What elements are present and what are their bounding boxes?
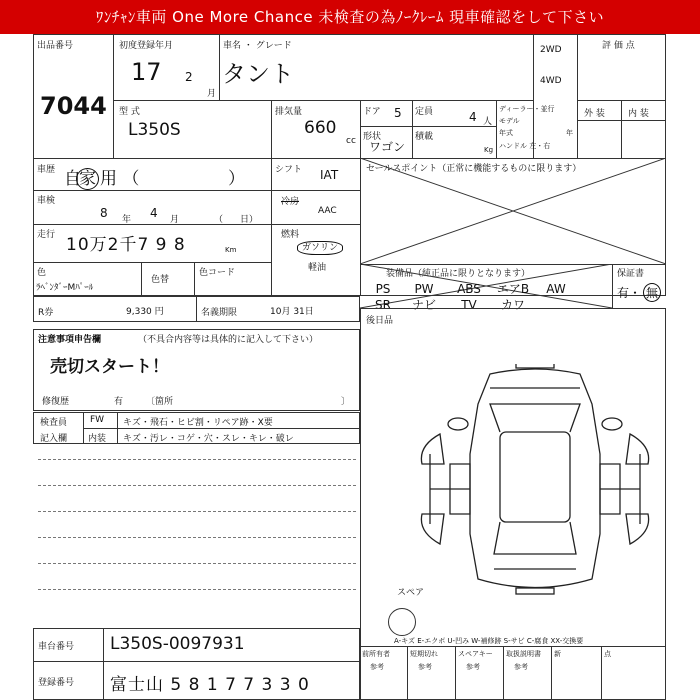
- capacity-value: 4: [469, 110, 477, 124]
- ac-label: 冷房: [281, 197, 300, 207]
- bottom-box: [456, 646, 504, 700]
- fuel-label: 燃料: [281, 230, 300, 240]
- spare-label: スペア: [397, 588, 425, 598]
- mileage-label: 走行: [37, 230, 56, 240]
- back-seat-label: 後日品: [366, 316, 394, 326]
- shift-label: シフト: [275, 165, 303, 175]
- bottom-box-label: 取扱説明書: [506, 650, 541, 658]
- history-label: 車歴: [37, 165, 56, 175]
- shift-value: IAT: [320, 168, 339, 182]
- spare-tire-icon: [388, 608, 416, 636]
- score-interior-label: 内 装: [628, 109, 649, 119]
- bottom-box-sub: 参考: [370, 663, 384, 671]
- mileage-unit: Km: [225, 246, 237, 254]
- inspection-day-unit: 日）: [240, 215, 259, 225]
- door-label: ドア: [363, 107, 381, 117]
- model-label: 型 式: [119, 107, 140, 117]
- ac-value: AAC: [318, 206, 337, 216]
- capacity-label: 定員: [415, 107, 434, 117]
- recycle-label: R券: [38, 308, 54, 318]
- inspector-in-desc: キズ・汚レ・コゲ・穴・スレ・キレ・破レ: [123, 434, 294, 444]
- chassis-number: L350S-0097931: [110, 634, 245, 654]
- lot-number: 7044: [40, 92, 107, 120]
- plate-number: 富士山 5 8 1 7 7 3 3 0: [110, 675, 310, 695]
- bottom-box-label: 前所有者: [362, 650, 390, 658]
- inspection-label: 車検: [37, 196, 56, 206]
- bottom-box: [360, 646, 408, 700]
- notes-sub: （不具合内容等は具体的に記入して下さい）: [138, 335, 319, 345]
- equipment-item: ABS: [457, 282, 481, 296]
- repair-close: 〕: [341, 397, 351, 407]
- load-label: 積載: [415, 132, 434, 142]
- sales-point-cross: [360, 158, 666, 264]
- inspection-day-open: （: [214, 215, 224, 225]
- bottom-boxes: [360, 646, 666, 700]
- car-diagram: [420, 364, 650, 604]
- door-count: 5: [394, 106, 402, 120]
- bottom-box: [602, 646, 666, 700]
- chassis-label: 車台番号: [38, 642, 75, 652]
- registration-label: 初度登録年月: [119, 41, 174, 51]
- equipment-label: 装備品（純正品に限りとなります）: [386, 269, 531, 279]
- equipment-item: TV: [461, 298, 477, 312]
- warranty-circled: 無: [643, 283, 661, 302]
- inspector-fw: FW: [90, 415, 105, 425]
- color-label: 色: [37, 268, 47, 278]
- history-suffix: 用 （: [100, 169, 140, 189]
- drive-2wd: 2WD: [540, 45, 562, 55]
- sales-point-label: セールスポイント（正常に機能するものに限ります）: [366, 164, 582, 174]
- transfer-value: 10月 31日: [270, 307, 314, 317]
- model-year-unit: 年: [566, 129, 573, 137]
- equipment-item: エアB: [496, 282, 530, 296]
- repair-label: 修復歴: [42, 397, 70, 407]
- bottom-box-label: スペアキー: [458, 650, 493, 658]
- inspection-year-unit: 年: [122, 215, 132, 225]
- color-change: 色替: [151, 275, 170, 285]
- bottom-box-sub: 参考: [418, 663, 432, 671]
- registration-month: 2: [185, 70, 193, 84]
- notes-text: 売切スタート！: [50, 357, 169, 377]
- drive-4wd: 4WD: [540, 76, 562, 86]
- dealer-label: ディーラー・並行: [499, 105, 555, 113]
- equipment-item: SR: [375, 298, 391, 312]
- displacement-value: 660: [304, 118, 337, 138]
- inspector-in: 内装: [88, 434, 107, 444]
- color-value: ﾗﾍﾞﾝﾀﾞｰMﾊﾟｰﾙ: [36, 283, 94, 293]
- equipment-item: AW: [546, 282, 566, 296]
- repair-place: 〔箇所: [146, 397, 174, 407]
- repair-value: 有: [114, 397, 124, 407]
- inspection-year: 8: [100, 206, 108, 220]
- history-circled: 家: [76, 168, 99, 190]
- shape-value: ワゴン: [369, 140, 406, 154]
- warning-banner: ﾜﾝﾁｬﾝ車両 One More Chance 未検査の為ﾉｰｸﾚｰﾑ 現車確認をして下さい: [0, 0, 700, 34]
- bottom-box-label: 短期切れ: [410, 650, 438, 658]
- fuel-value: [297, 240, 343, 253]
- bottom-box-label: 点: [604, 650, 611, 658]
- inspector-label-2: 記入欄: [40, 434, 68, 444]
- inspector-label-1: 検査員: [40, 418, 68, 428]
- damage-legend: A-キズ E-エクボ U-凹み W-補修跡 S-サビ C-腐食 XX-交換要: [394, 637, 584, 645]
- fuel-alt: 軽油: [308, 263, 327, 273]
- lot-label: 出品番号: [37, 41, 74, 51]
- shape-label: 形状: [363, 132, 382, 142]
- notes-label: 注意事項申告欄: [38, 335, 102, 345]
- inspection-month: 4: [150, 206, 158, 220]
- bottom-box-sub: 参考: [466, 663, 480, 671]
- fuel-circled: ガソリン: [297, 241, 343, 255]
- equipment-item: カワ: [500, 298, 525, 312]
- bottom-box-label: 新: [554, 650, 561, 658]
- recycle-value: 9,330 円: [126, 307, 164, 317]
- model-code: L350S: [128, 120, 181, 140]
- score-exterior-label: 外 装: [584, 109, 605, 119]
- model-year-label: 年式: [499, 129, 513, 137]
- capacity-unit: 人: [483, 117, 493, 127]
- registration-month-unit: 月: [207, 89, 217, 99]
- registration-year: 17: [131, 58, 162, 86]
- displacement-label: 排気量: [275, 107, 303, 117]
- displacement-unit: cc: [346, 136, 356, 146]
- load-unit: Kg: [484, 146, 494, 154]
- model-year-model: モデル: [499, 117, 520, 125]
- warranty-yes: 有・: [617, 286, 642, 300]
- plate-label: 登録番号: [38, 678, 75, 688]
- transfer-label: 名義期限: [201, 308, 238, 318]
- equipment-item: ナビ: [411, 298, 436, 312]
- car-name-label: 車名 ・ グレード: [223, 41, 292, 51]
- steering-side: ハンドル 左・右: [499, 142, 551, 150]
- warranty-label: 保証書: [617, 269, 645, 279]
- auction-sheet: [0, 34, 700, 700]
- bottom-box: [504, 646, 552, 700]
- bottom-box-sub: 参考: [514, 663, 528, 671]
- equipment-item: PS: [375, 282, 391, 296]
- color-code-label: 色コード: [199, 268, 236, 278]
- score-label: 評 価 点: [602, 41, 635, 51]
- bottom-box: [408, 646, 456, 700]
- history-prefix: 自: [64, 169, 81, 189]
- inspection-month-unit: 月: [170, 215, 180, 225]
- history-close: ）: [228, 169, 245, 189]
- mileage-value: 10万2千7 9 8: [66, 235, 186, 255]
- equipment-item: PW: [414, 282, 434, 296]
- inspector-fw-desc: キズ・飛石・ヒビ割・リペア跡・X要: [123, 418, 273, 428]
- car-name: タント: [222, 60, 294, 88]
- bottom-box: [552, 646, 602, 700]
